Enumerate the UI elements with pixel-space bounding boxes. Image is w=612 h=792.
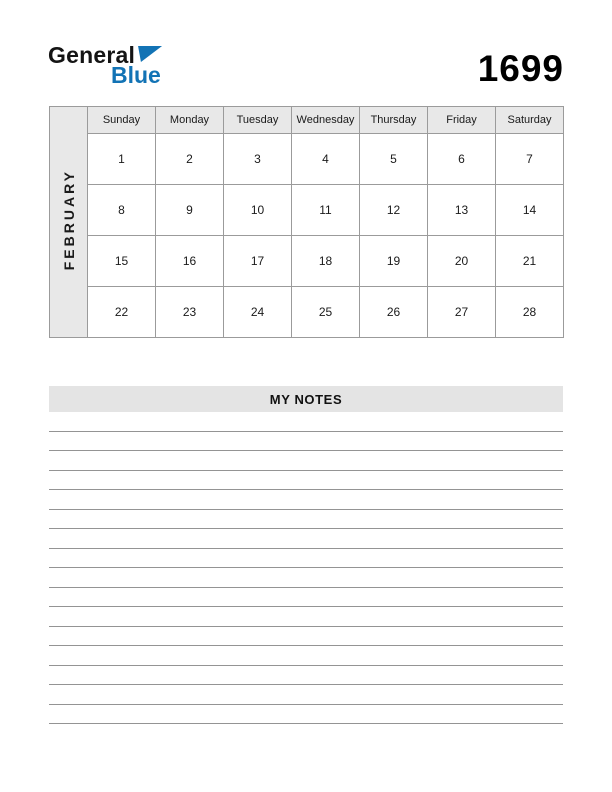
note-line [49,646,563,666]
day-cell: 14 [496,185,564,236]
note-line [49,471,563,491]
day-cell: 12 [360,185,428,236]
note-line [49,432,563,452]
note-line [49,666,563,686]
day-cell: 25 [292,287,360,338]
day-cell: 5 [360,134,428,185]
note-line [49,685,563,705]
note-line [49,490,563,510]
calendar-table-wrapper [49,106,564,338]
day-cell: 2 [156,134,224,185]
note-line [49,451,563,471]
month-label: FEBRUARY [60,168,77,271]
page-header [48,44,564,87]
calendar-week-row [50,134,564,185]
day-header-saturday: Saturday [496,107,564,134]
day-header-friday: Friday [428,107,496,134]
day-header-monday: Monday [156,107,224,134]
month-column [50,107,88,338]
day-header-sunday: Sunday [88,107,156,134]
calendar-week-row [50,185,564,236]
day-cell: 19 [360,236,428,287]
day-cell: 24 [224,287,292,338]
day-cell: 26 [360,287,428,338]
note-line [49,705,563,725]
day-cell: 4 [292,134,360,185]
logo-text-general: General [48,42,136,68]
calendar-table [49,106,564,338]
general-blue-logo [48,44,162,87]
note-line [49,568,563,588]
notes-lines [49,412,563,724]
day-cell: 28 [496,287,564,338]
day-cell: 1 [88,134,156,185]
calendar-week-row [50,236,564,287]
day-cell: 7 [496,134,564,185]
day-cell: 17 [224,236,292,287]
note-line [49,549,563,569]
day-cell: 23 [156,287,224,338]
notes-section [49,386,563,724]
day-cell: 11 [292,185,360,236]
day-cell: 10 [224,185,292,236]
note-line [49,627,563,647]
logo-text-blue: Blue [111,62,161,88]
note-line [49,412,563,432]
day-cell: 27 [428,287,496,338]
note-line [49,529,563,549]
day-cell: 8 [88,185,156,236]
day-cell: 21 [496,236,564,287]
day-cell: 22 [88,287,156,338]
note-line [49,510,563,530]
day-cell: 15 [88,236,156,287]
day-header-wednesday: Wednesday [292,107,360,134]
day-cell: 16 [156,236,224,287]
day-cell: 9 [156,185,224,236]
day-header-row [50,107,564,134]
notes-title: MY NOTES [49,386,563,412]
note-line [49,607,563,627]
day-cell: 20 [428,236,496,287]
day-cell: 18 [292,236,360,287]
day-cell: 13 [428,185,496,236]
day-header-tuesday: Tuesday [224,107,292,134]
day-header-thursday: Thursday [360,107,428,134]
day-cell: 3 [224,134,292,185]
note-line [49,588,563,608]
calendar-week-row [50,287,564,338]
pennant-flag-icon [138,46,162,62]
day-cell: 6 [428,134,496,185]
year-title: 1699 [477,48,564,89]
